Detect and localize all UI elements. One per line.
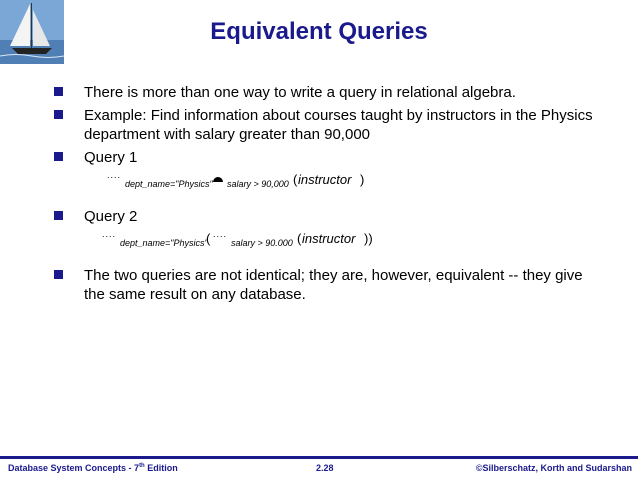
footer-page-number: 2.28 [316,463,334,473]
bullet-text: Query 1 [84,149,138,166]
bullet-item [66,207,596,226]
close-paren: ) [360,172,365,187]
bullet-item [66,106,596,144]
square-bullet-icon [54,211,63,220]
footer-divider [0,456,638,459]
query-1-expression [105,170,405,192]
open-paren: ( [297,231,302,246]
bullet-text: Example: Find information about courses taught by instructors in the Physics department with salary greater than 90,000 [84,107,593,143]
selection-symbol: .... [102,229,117,239]
footer-copyright: ©Silberschatz, Korth and Sudarshan [475,463,632,473]
query-2-subscript-1: dept_name="Physics" [120,238,208,248]
relation-name: instructor [302,231,356,246]
open-paren: ( [293,172,298,187]
bullet-text: There is more than one way to write a query in relational algebra. [84,84,516,101]
query-2-subscript-2: salary > 90.000 [231,238,293,248]
close-paren: )) [364,231,373,246]
bullet-text: Query 2 [84,208,138,225]
relation-name: instructor [298,172,352,187]
query-1-subscript-1: dept_name="Physics" [125,179,213,189]
open-paren: ( [206,231,211,246]
footer-title-text: Database System Concepts - 7 [8,463,140,473]
bullet-item [66,148,596,167]
query-1-subscript-2: salary > 90,000 [227,179,289,189]
slide-title: Equivalent Queries [210,18,428,45]
query-2-expression [100,229,400,251]
footer-book-title [8,463,178,473]
bullet-item [66,266,596,304]
square-bullet-icon [54,87,63,96]
selection-symbol: .... [107,170,122,180]
footer-edition-superscript: th [139,463,145,469]
square-bullet-icon [54,110,63,119]
square-bullet-icon [54,270,63,279]
selection-symbol: .... [213,229,228,239]
bullet-text: The two queries are not identical; they are, however, equivalent -- they give the same result on any database. [84,267,583,303]
conjunction-symbol [213,170,223,185]
footer-edition-text: Edition [144,463,178,473]
bullet-item [66,83,596,102]
square-bullet-icon [54,152,63,161]
